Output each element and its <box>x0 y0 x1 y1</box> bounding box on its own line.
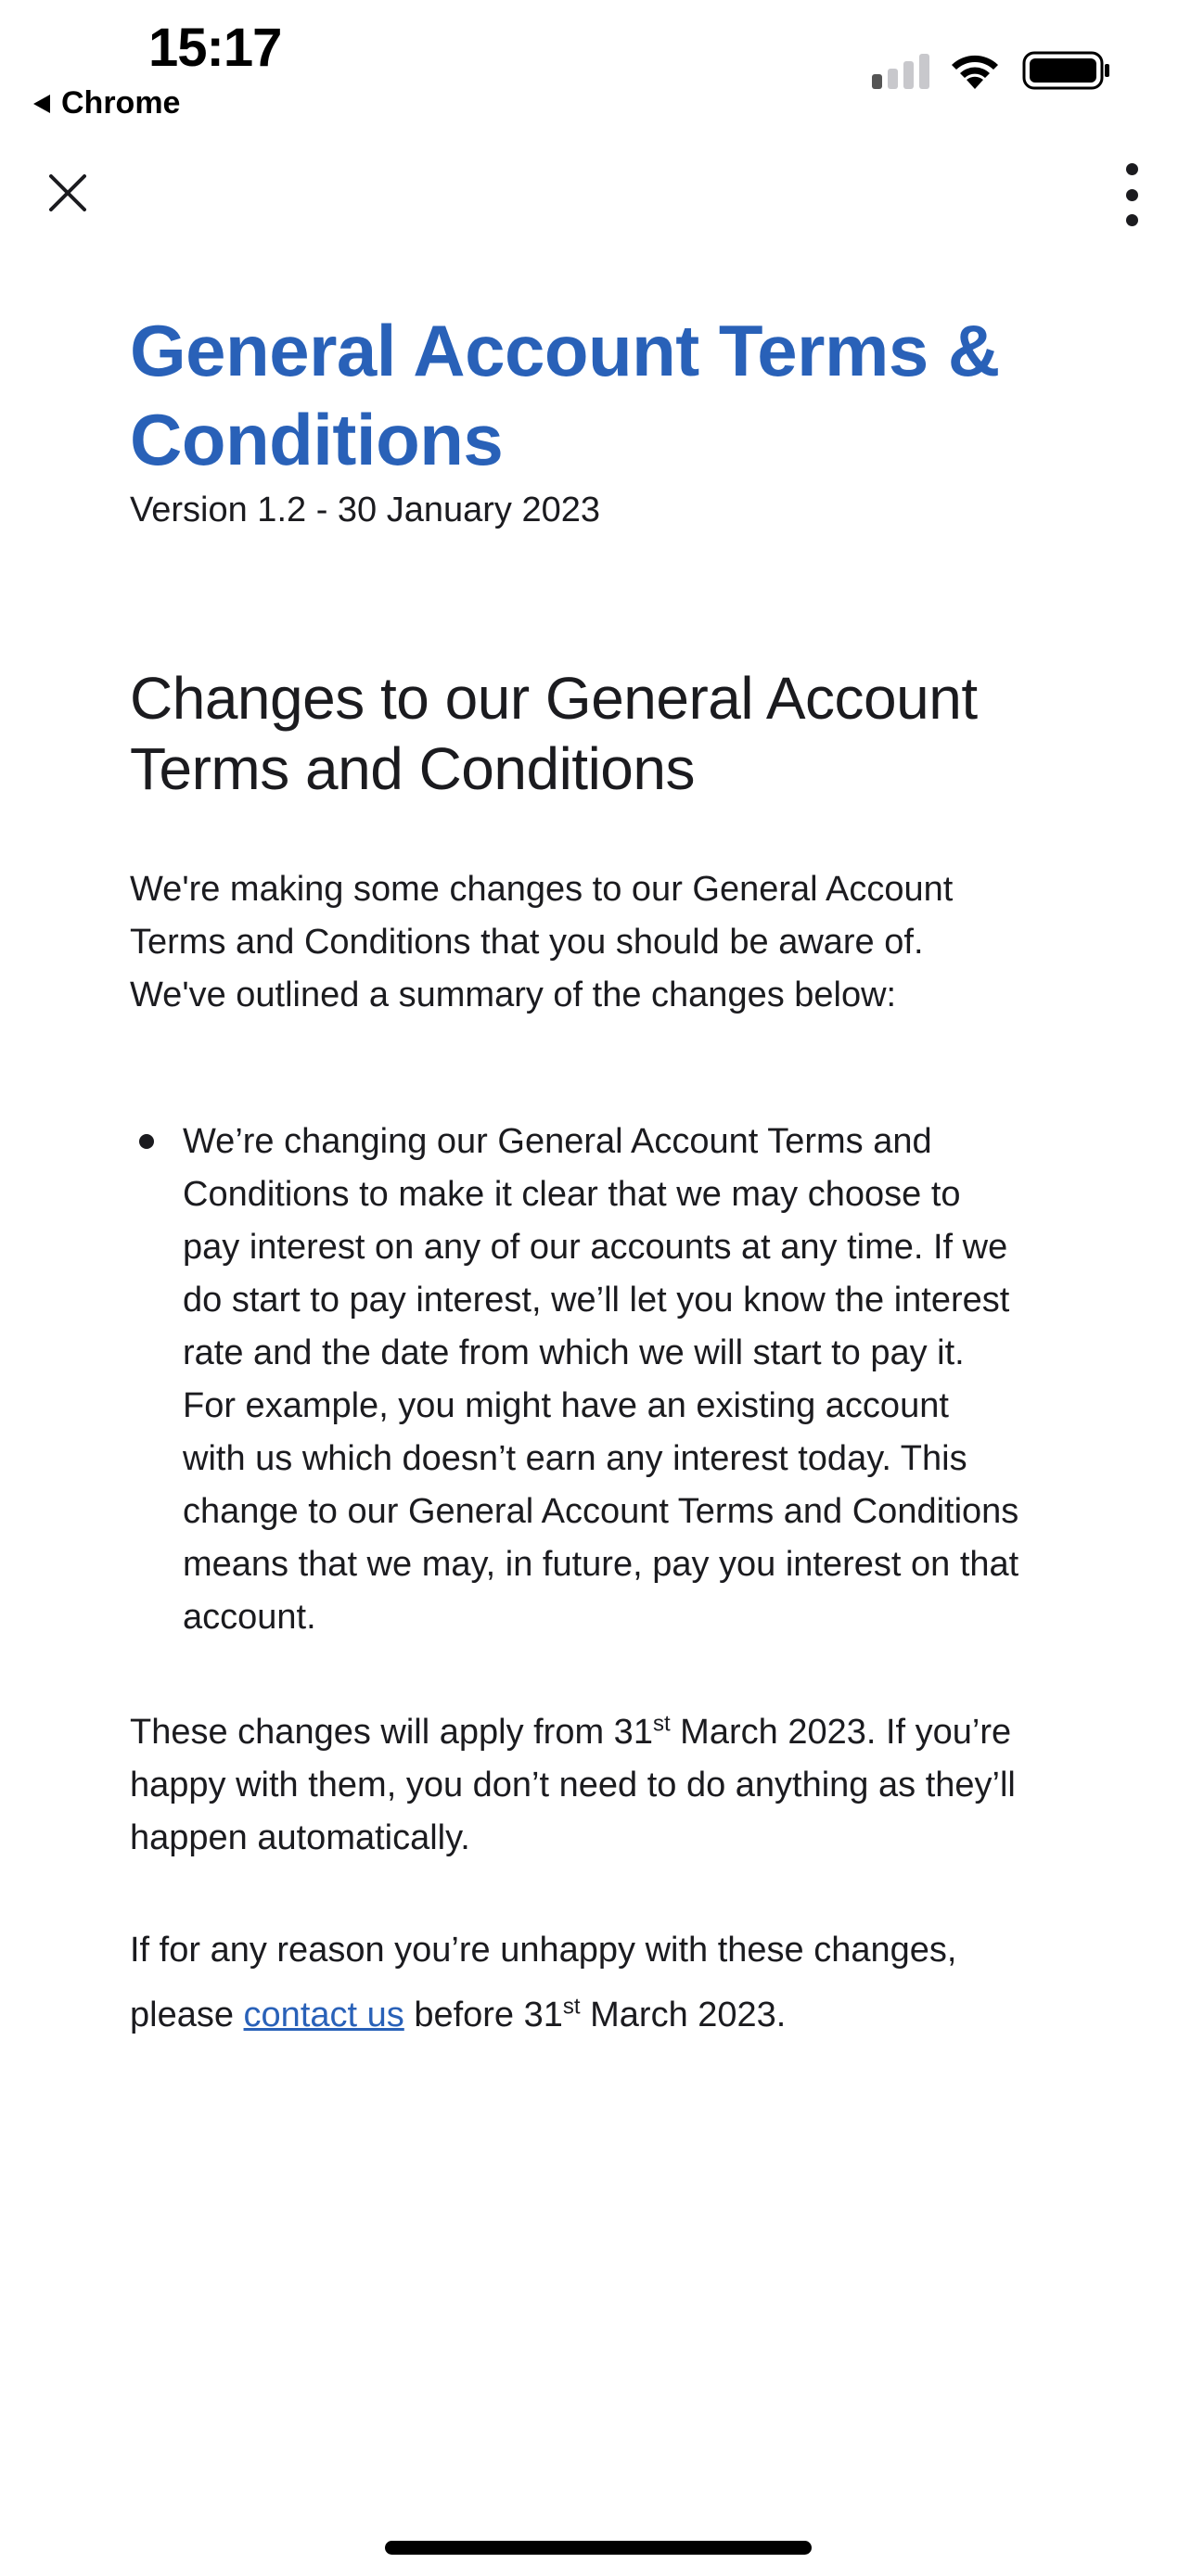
contact-suffix: March 2023. <box>580 1996 787 2034</box>
list-item-text: We’re changing our General Account Terms and Conditions to make it clear that we may choose to pay interest on any of our accounts at any time. If we do start to pay interest, we’ll let you know the interest rate and the date from which we will start to pay it. For example, you might have an existing account with us which doesn’t earn any interest today. This change to our General Account Terms and Conditions means that we may, in future, pay you interest on that account. <box>183 1122 1019 1637</box>
back-triangle-icon <box>33 95 50 113</box>
apply-prefix: These changes will apply from 31 <box>130 1713 653 1752</box>
more-options-button[interactable] <box>1104 158 1159 232</box>
apply-ordinal: st <box>652 1711 671 1737</box>
apply-paragraph <box>130 1706 1020 1865</box>
contact-us-link[interactable]: contact us <box>243 1996 404 2034</box>
contact-middle: before 31 <box>403 1996 563 2034</box>
wifi-icon <box>946 48 1004 91</box>
contact-ordinal: st <box>562 1994 581 2020</box>
contact-paragraph <box>130 1918 1020 2047</box>
contact-prefix: If for any reason you’re unhappy with these changes, please <box>130 1931 957 2034</box>
more-vertical-icon <box>1126 163 1138 175</box>
intro-paragraph: We're making some changes to our General Account Terms and Conditions that you should be aware of. We've outlined a summary of the changes below: <box>130 870 954 1014</box>
terms-content <box>130 306 1020 2047</box>
list-item <box>130 1116 1020 1644</box>
home-indicator[interactable] <box>385 2541 812 2555</box>
apply-suffix: March 2023. If you’re happy with them, you don’t need to do anything as they’ll happen automatically. <box>130 1713 1016 1857</box>
cellular-signal-icon <box>872 54 929 89</box>
section-heading: Changes to our General Account Terms and Conditions <box>130 665 978 802</box>
changes-list <box>130 1116 1020 1644</box>
close-button[interactable] <box>37 162 98 223</box>
page-title: General Account Terms & Conditions <box>130 310 1000 480</box>
close-icon <box>49 174 86 211</box>
bullet-icon <box>139 1134 154 1149</box>
version-text: Version 1.2 - 30 January 2023 <box>130 491 601 529</box>
back-to-app-button[interactable] <box>33 85 180 121</box>
back-app-label: Chrome <box>61 85 181 121</box>
status-time: 15:17 <box>148 18 282 78</box>
battery-icon <box>1022 50 1111 91</box>
